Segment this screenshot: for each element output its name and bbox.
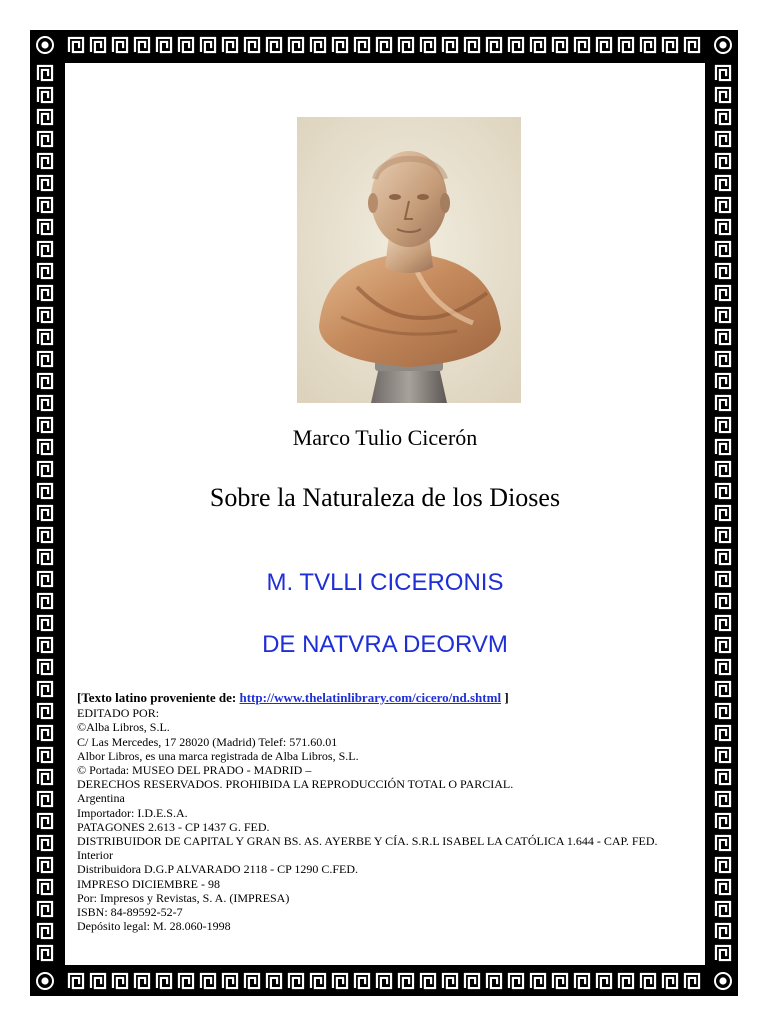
colophon-line: DERECHOS RESERVADOS. PROHIBIDA LA REPRODUCCIÓN TOTAL O PARCIAL. bbox=[77, 777, 514, 792]
colophon-line: © Portada: MUSEO DEL PRADO - MADRID – bbox=[77, 763, 312, 778]
latin-title-line-2: DE NATVRA DEORVM bbox=[262, 631, 508, 658]
colophon-line: Argentina bbox=[77, 791, 125, 806]
page-content bbox=[64, 62, 706, 966]
source-prefix: [Texto latino proveniente de: bbox=[77, 690, 237, 705]
colophon-line: ISBN: 84-89592-52-7 bbox=[77, 905, 183, 920]
colophon-line: Importador: I.D.E.S.A. bbox=[77, 805, 188, 820]
colophon-line: ©Alba Libros, S.L. bbox=[77, 720, 170, 735]
greek-key-border-right-icon bbox=[708, 30, 738, 996]
greek-key-border-top-icon bbox=[30, 30, 738, 60]
colophon bbox=[77, 691, 697, 933]
cicero-bust-image bbox=[297, 117, 521, 403]
author-name: Marco Tulio Cicerón bbox=[292, 425, 478, 450]
spanish-title: Sobre la Naturaleza de los Dioses bbox=[209, 483, 561, 512]
colophon-line: Depósito legal: M. 28.060-1998 bbox=[77, 919, 231, 934]
colophon-line: PATAGONES 2.613 - CP 1437 G. FED. bbox=[77, 819, 270, 834]
source-suffix: ] bbox=[504, 690, 509, 705]
colophon-line: IMPRESO DICIEMBRE - 98 bbox=[77, 876, 221, 891]
greek-key-frame bbox=[30, 30, 738, 996]
colophon-line: EDITADO POR: bbox=[77, 706, 160, 721]
colophon-line: DISTRIBUIDOR DE CAPITAL Y GRAN BS. AS. AYERBE Y CÍA. S.R.L ISABEL LA CATÓLICA 1.644 - CAP. FED. bbox=[77, 834, 658, 849]
colophon-line: Interior bbox=[77, 848, 113, 863]
colophon-line: C/ Las Mercedes, 17 28020 (Madrid) Telef: 571.60.01 bbox=[77, 734, 338, 749]
source-link[interactable]: http://www.thelatinlibrary.com/cicero/nd.shtml bbox=[239, 690, 502, 705]
greek-key-border-bottom-icon bbox=[30, 966, 738, 996]
colophon-line: Por: Impresos y Revistas, S. A. (IMPRESA) bbox=[77, 890, 290, 905]
greek-key-border-left-icon bbox=[30, 30, 60, 996]
colophon-line: Distribuidora D.G.P ALVARADO 2118 - CP 1290 C.FED. bbox=[77, 862, 359, 877]
colophon-line: Albor Libros, es una marca registrada de Alba Libros, S.L. bbox=[77, 748, 359, 763]
source-note bbox=[77, 691, 697, 705]
latin-title-line-1: M. TVLLI CICERONIS bbox=[266, 569, 504, 596]
